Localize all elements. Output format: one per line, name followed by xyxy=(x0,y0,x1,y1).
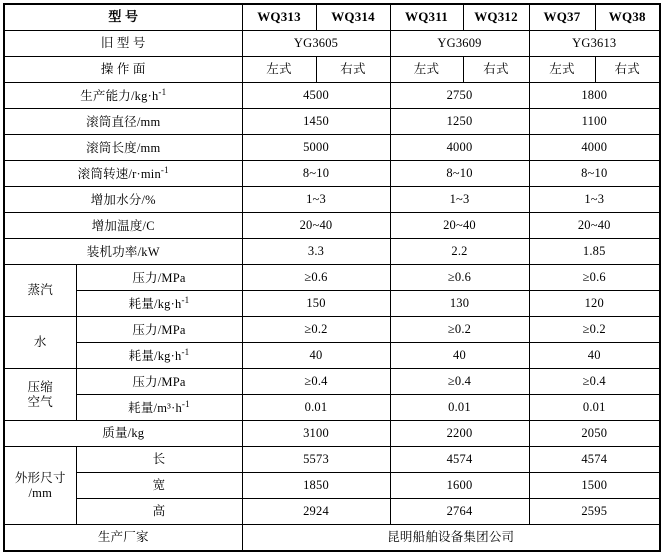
subrow-label-length: 长 xyxy=(76,447,242,473)
operation-face-cell-5: 左式 xyxy=(529,57,595,83)
row-value: 2050 xyxy=(529,421,660,447)
table-row xyxy=(4,265,660,291)
row-value: 4000 xyxy=(390,135,529,161)
subrow-label-text: 耗量/kg·h xyxy=(128,297,182,312)
row-value: 1~3 xyxy=(529,187,660,213)
row-value: 1850 xyxy=(242,473,390,499)
row-value: 40 xyxy=(390,343,529,369)
row-value: 5573 xyxy=(242,447,390,473)
row-value: ≥0.6 xyxy=(529,265,660,291)
model-cell-3: WQ311 xyxy=(390,4,463,31)
dimension-label-line-1: 外形尺寸 xyxy=(14,471,66,486)
subrow-label xyxy=(76,317,242,343)
subrow-label-text: 压力/MPa xyxy=(132,271,186,286)
row-value: 2.2 xyxy=(390,239,529,265)
table-row-model xyxy=(4,4,660,31)
row-value: 4574 xyxy=(529,447,660,473)
old-model-cell-3: YG3613 xyxy=(529,31,660,57)
row-value: 4574 xyxy=(390,447,529,473)
table-row xyxy=(4,109,660,135)
group-label-line-2: 空气 xyxy=(27,394,53,409)
specification-table xyxy=(3,3,661,552)
row-value: 1~3 xyxy=(242,187,390,213)
table-row xyxy=(4,161,660,187)
row-label xyxy=(4,135,242,161)
row-value: 4500 xyxy=(242,83,390,109)
group-label-dimensions xyxy=(4,447,76,525)
row-value: 150 xyxy=(242,291,390,317)
table-row-mass xyxy=(4,421,660,447)
operation-face-cell-6: 右式 xyxy=(595,57,660,83)
row-value: 20~40 xyxy=(390,213,529,239)
row-value: 0.01 xyxy=(529,395,660,421)
subrow-label-width: 宽 xyxy=(76,473,242,499)
row-label-old-model: 旧 型 号 xyxy=(4,31,242,57)
row-value: ≥0.4 xyxy=(529,369,660,395)
subrow-label xyxy=(76,291,242,317)
row-label xyxy=(4,239,242,265)
row-value: 2764 xyxy=(390,499,529,525)
row-value: ≥0.2 xyxy=(390,317,529,343)
row-label-operation-face: 操 作 面 xyxy=(4,57,242,83)
old-model-cell-1: YG3605 xyxy=(242,31,390,57)
row-label xyxy=(4,83,242,109)
row-label-text: 装机功率/kW xyxy=(86,245,160,260)
dimension-label-line-2: /mm xyxy=(28,485,53,500)
row-value: 2595 xyxy=(529,499,660,525)
table-row-dimension xyxy=(4,473,660,499)
table-row xyxy=(4,213,660,239)
row-label-text: 生产能力/kg·h xyxy=(80,89,159,104)
row-value: 20~40 xyxy=(529,213,660,239)
row-value: 2200 xyxy=(390,421,529,447)
row-label xyxy=(4,161,242,187)
table-row xyxy=(4,239,660,265)
table-row xyxy=(4,291,660,317)
row-label-sup: -1 xyxy=(158,87,167,98)
row-label-model: 型 号 xyxy=(4,4,242,31)
row-label-sup: -1 xyxy=(160,165,169,176)
row-value: 1250 xyxy=(390,109,529,135)
row-value: 0.01 xyxy=(390,395,529,421)
model-cell-5: WQ37 xyxy=(529,4,595,31)
row-value: 8~10 xyxy=(390,161,529,187)
group-label-compressed-air xyxy=(4,369,76,421)
row-label-text: 增加水分/% xyxy=(90,193,156,208)
row-value: ≥0.2 xyxy=(529,317,660,343)
row-label-manufacturer: 生产厂家 xyxy=(4,525,242,552)
model-cell-6: WQ38 xyxy=(595,4,660,31)
model-cell-1: WQ313 xyxy=(242,4,316,31)
manufacturer-value: 昆明船舶设备集团公司 xyxy=(242,525,660,552)
row-label-text: 滚筒直径/mm xyxy=(86,115,161,130)
subrow-label xyxy=(76,395,242,421)
row-value: 1800 xyxy=(529,83,660,109)
row-label-text: 滚筒长度/mm xyxy=(86,141,161,156)
old-model-cell-2: YG3609 xyxy=(390,31,529,57)
row-value: 1450 xyxy=(242,109,390,135)
subrow-label xyxy=(76,343,242,369)
row-value: 1500 xyxy=(529,473,660,499)
row-value: 4000 xyxy=(529,135,660,161)
subrow-label-text: 耗量/m³·h xyxy=(128,401,182,416)
operation-face-cell-1: 左式 xyxy=(242,57,316,83)
subrow-label-sup: -1 xyxy=(181,295,190,306)
row-value: 1100 xyxy=(529,109,660,135)
table-row-dimension xyxy=(4,447,660,473)
operation-face-cell-3: 左式 xyxy=(390,57,463,83)
row-value: 2750 xyxy=(390,83,529,109)
subrow-label xyxy=(76,369,242,395)
row-label-text: 滚筒转速/r·min xyxy=(77,167,161,182)
row-value: ≥0.6 xyxy=(242,265,390,291)
subrow-label-text: 耗量/kg·h xyxy=(128,349,182,364)
row-label-mass: 质量/kg xyxy=(4,421,242,447)
row-value: 120 xyxy=(529,291,660,317)
table-row-old-model xyxy=(4,31,660,57)
table-row xyxy=(4,343,660,369)
model-cell-4: WQ312 xyxy=(463,4,529,31)
table-row-dimension xyxy=(4,499,660,525)
group-label-steam: 蒸汽 xyxy=(4,265,76,317)
row-label xyxy=(4,187,242,213)
row-value: 130 xyxy=(390,291,529,317)
operation-face-cell-2: 右式 xyxy=(316,57,390,83)
row-value: 3.3 xyxy=(242,239,390,265)
group-label-water: 水 xyxy=(4,317,76,369)
row-value: 1~3 xyxy=(390,187,529,213)
subrow-label-sup: -1 xyxy=(181,399,190,410)
table-row xyxy=(4,369,660,395)
row-value: ≥0.2 xyxy=(242,317,390,343)
row-label xyxy=(4,109,242,135)
subrow-label-text: 压力/MPa xyxy=(132,323,186,338)
table-row-manufacturer xyxy=(4,525,660,552)
row-value: 40 xyxy=(242,343,390,369)
row-value: ≥0.4 xyxy=(242,369,390,395)
row-value: ≥0.4 xyxy=(390,369,529,395)
table-row-operation-face xyxy=(4,57,660,83)
subrow-label-sup: -1 xyxy=(181,347,190,358)
table-row xyxy=(4,187,660,213)
row-value: 0.01 xyxy=(242,395,390,421)
row-value: 20~40 xyxy=(242,213,390,239)
row-label xyxy=(4,213,242,239)
row-value: 40 xyxy=(529,343,660,369)
row-value: 1.85 xyxy=(529,239,660,265)
row-value: ≥0.6 xyxy=(390,265,529,291)
table-row xyxy=(4,135,660,161)
row-value: 3100 xyxy=(242,421,390,447)
model-cell-2: WQ314 xyxy=(316,4,390,31)
subrow-label-height: 高 xyxy=(76,499,242,525)
group-label-line-1: 压缩 xyxy=(27,380,53,395)
table-row xyxy=(4,395,660,421)
row-value: 8~10 xyxy=(529,161,660,187)
row-value: 8~10 xyxy=(242,161,390,187)
row-value: 2924 xyxy=(242,499,390,525)
subrow-label xyxy=(76,265,242,291)
table-row xyxy=(4,317,660,343)
subrow-label-text: 压力/MPa xyxy=(132,375,186,390)
operation-face-cell-4: 右式 xyxy=(463,57,529,83)
row-label-text: 增加温度/C xyxy=(91,219,155,234)
spec-sheet xyxy=(0,3,662,545)
row-value: 1600 xyxy=(390,473,529,499)
table-row xyxy=(4,83,660,109)
row-value: 5000 xyxy=(242,135,390,161)
